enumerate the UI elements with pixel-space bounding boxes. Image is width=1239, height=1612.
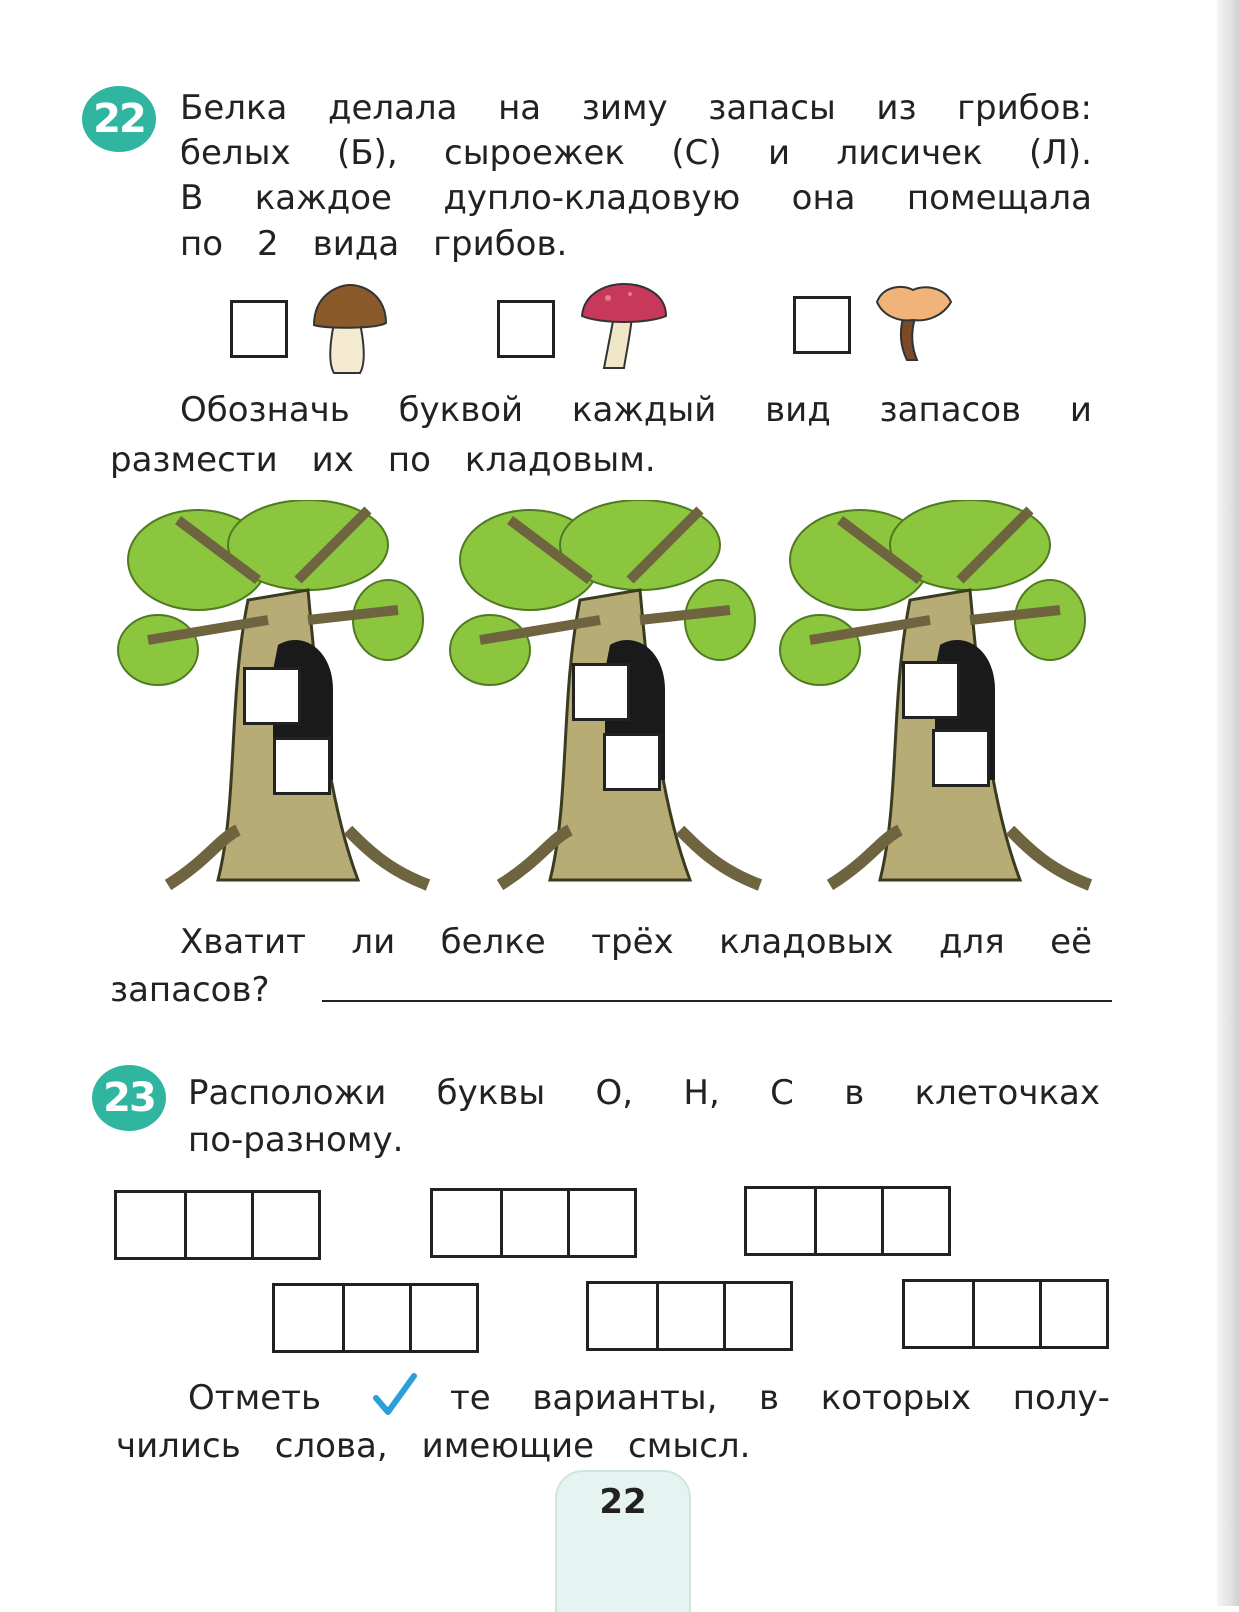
letter-row-5[interactable]: [586, 1281, 793, 1351]
word: запасов?: [110, 970, 270, 1010]
word: Белка: [180, 88, 288, 128]
word: зиму: [581, 88, 668, 128]
word: С: [770, 1073, 794, 1113]
russula-mushroom-icon: [578, 282, 670, 374]
letter-cell[interactable]: [275, 1286, 342, 1350]
word: (Б),: [336, 133, 398, 173]
task-23-number: 23: [103, 1075, 155, 1121]
letter-cell[interactable]: [567, 1191, 634, 1255]
word: ли: [351, 922, 396, 962]
task-22-line-4: [180, 224, 567, 264]
word: буквой: [398, 390, 524, 430]
word: (Л).: [1029, 133, 1092, 173]
word: по-разному.: [188, 1120, 404, 1160]
word: Хватит: [180, 922, 306, 962]
word: их: [311, 440, 354, 480]
letter-cell[interactable]: [747, 1189, 814, 1253]
task-22-line-2: [180, 133, 1092, 173]
letter-cell[interactable]: [814, 1189, 881, 1253]
task-23-mark-line-1a: [188, 1378, 386, 1418]
word: запасов: [879, 390, 1022, 430]
letter-row-3[interactable]: [744, 1186, 951, 1256]
word: по: [387, 440, 431, 480]
letter-cell[interactable]: [342, 1286, 409, 1350]
letter-cell[interactable]: [251, 1193, 318, 1257]
letter-cell[interactable]: [117, 1193, 184, 1257]
word: полу-: [1012, 1378, 1110, 1418]
word: белых: [180, 133, 291, 173]
russula-letter-box[interactable]: [497, 300, 555, 358]
word: она: [791, 178, 856, 218]
task-22-badge: [82, 86, 156, 152]
word: каждый: [571, 390, 717, 430]
task-22-line-1: [180, 88, 1092, 128]
word: по: [180, 224, 224, 264]
word: каждое: [254, 178, 392, 218]
word: смысл.: [628, 1426, 751, 1466]
word: В: [180, 178, 204, 218]
task-22-question-line-1: [180, 922, 1092, 962]
letter-row-1[interactable]: [114, 1190, 321, 1260]
letter-row-2[interactable]: [430, 1188, 637, 1258]
check-mark-icon: [370, 1370, 420, 1420]
answer-line[interactable]: [322, 1000, 1112, 1002]
word: помещала: [906, 178, 1092, 218]
word: имеющие: [421, 1426, 594, 1466]
word: О,: [595, 1073, 634, 1113]
chanterelle-mushroom-icon: [873, 282, 955, 368]
word: в: [844, 1073, 865, 1113]
word: Обозначь: [180, 390, 350, 430]
word: грибов.: [433, 224, 568, 264]
tree-2-upper-box[interactable]: [572, 663, 630, 721]
word: из: [876, 88, 917, 128]
word: лисичек: [836, 133, 983, 173]
word: чились: [116, 1426, 241, 1466]
task-22-instruction-line-1: [180, 390, 1092, 430]
page-number-tab: [555, 1470, 691, 1612]
word: белке: [440, 922, 546, 962]
word: буквы: [436, 1073, 546, 1113]
tree-1-upper-box[interactable]: [243, 667, 301, 725]
letter-cell[interactable]: [723, 1284, 790, 1348]
tree-3-lower-box[interactable]: [932, 729, 990, 787]
page-number: 22: [599, 1482, 647, 1522]
letter-cell[interactable]: [433, 1191, 500, 1255]
word: Отметь: [188, 1378, 321, 1418]
word: 2: [257, 224, 279, 264]
word: кладовым.: [464, 440, 656, 480]
word: грибов:: [957, 88, 1092, 128]
word: трёх: [591, 922, 674, 962]
word: размести: [110, 440, 278, 480]
letter-cell[interactable]: [500, 1191, 567, 1255]
page-edge: [1217, 0, 1239, 1606]
letter-cell[interactable]: [972, 1282, 1039, 1346]
word: Расположи: [188, 1073, 387, 1113]
task-22-line-3: [180, 178, 1092, 218]
word: клеточках: [914, 1073, 1100, 1113]
word: кладовых: [719, 922, 894, 962]
word: на: [498, 88, 542, 128]
task-23-line-1: [188, 1073, 1100, 1113]
word: делала: [327, 88, 458, 128]
task-23-line-2: [188, 1120, 403, 1160]
letter-cell[interactable]: [656, 1284, 723, 1348]
task-23-mark-line-2: [116, 1426, 750, 1466]
word: её: [1050, 922, 1092, 962]
tree-3-upper-box[interactable]: [902, 661, 960, 719]
porcini-mushroom-icon: [310, 283, 390, 378]
word: варианты,: [532, 1378, 718, 1418]
task-23-badge: [92, 1065, 166, 1131]
word: вид: [765, 390, 831, 430]
word: в: [759, 1378, 780, 1418]
letter-cell[interactable]: [905, 1282, 972, 1346]
word: те: [450, 1378, 491, 1418]
word: для: [938, 922, 1005, 962]
word: Н,: [683, 1073, 720, 1113]
task-22-number: 22: [93, 96, 145, 142]
letter-cell[interactable]: [409, 1286, 476, 1350]
porcini-letter-box[interactable]: [230, 300, 288, 358]
word: и: [1069, 390, 1092, 430]
word: дупло-кладовую: [443, 178, 741, 218]
word: и: [767, 133, 791, 173]
letter-cell[interactable]: [1039, 1282, 1106, 1346]
word: слова,: [274, 1426, 388, 1466]
task-23-mark-line-1b: [450, 1378, 1110, 1418]
chanterelle-letter-box[interactable]: [793, 296, 851, 354]
letter-cell[interactable]: [881, 1189, 948, 1253]
word: сыроежек: [444, 133, 625, 173]
letter-row-4[interactable]: [272, 1283, 479, 1353]
tree-1-lower-box[interactable]: [273, 737, 331, 795]
word: запасы: [708, 88, 836, 128]
task-22-question-line-2: [110, 970, 270, 1010]
word: вида: [312, 224, 400, 264]
letter-row-6[interactable]: [902, 1279, 1109, 1349]
word: которых: [820, 1378, 972, 1418]
letter-cell[interactable]: [184, 1193, 251, 1257]
task-22-instruction-line-2: [110, 440, 656, 480]
tree-2-lower-box[interactable]: [603, 733, 661, 791]
letter-cell[interactable]: [589, 1284, 656, 1348]
word: (С): [671, 133, 722, 173]
